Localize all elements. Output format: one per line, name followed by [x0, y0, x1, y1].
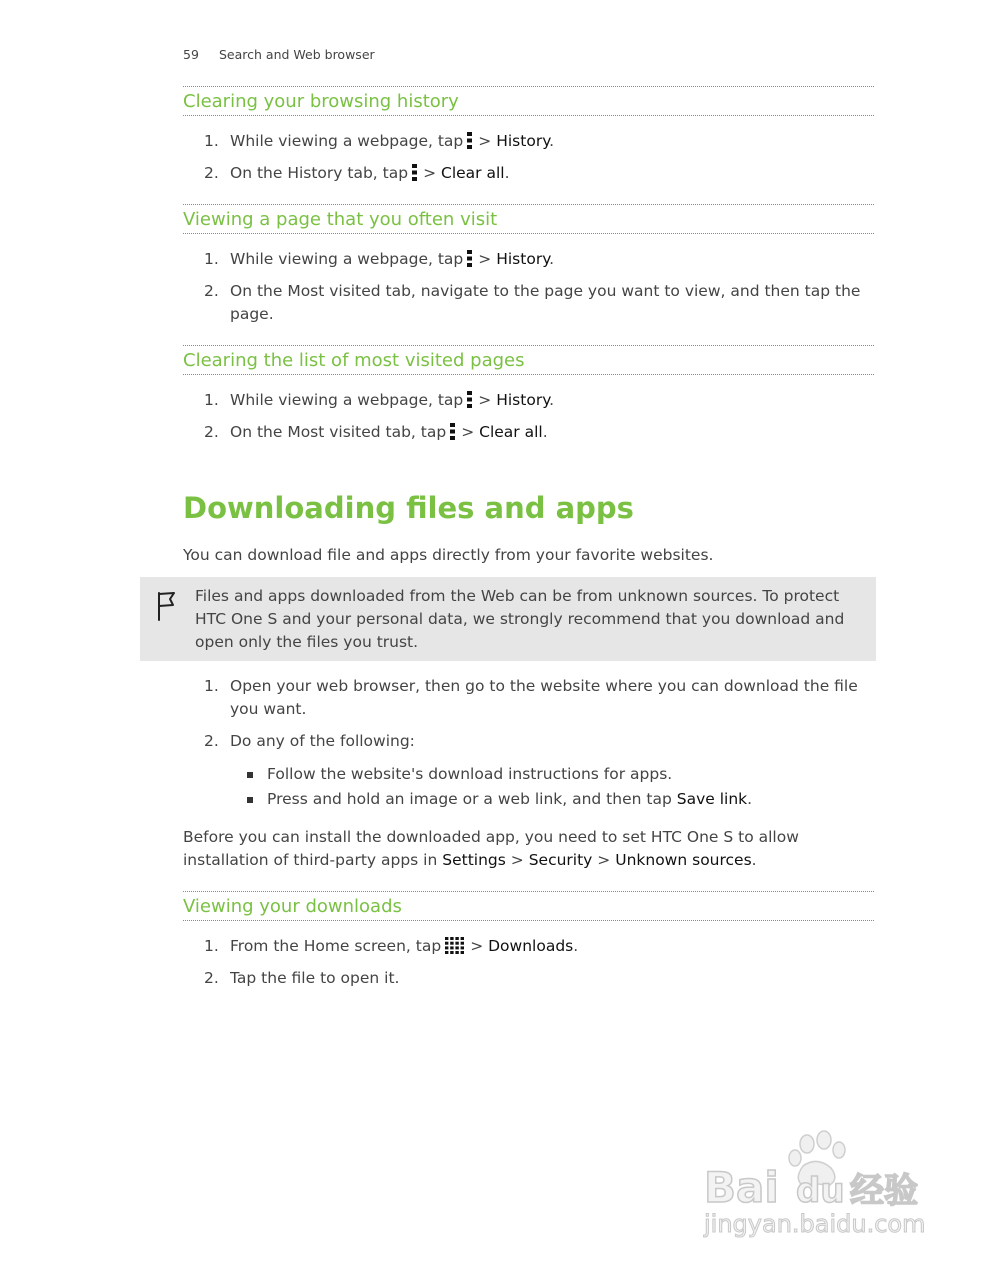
download-steps — [183, 675, 874, 812]
svg-text:经验: 经验 — [850, 1171, 918, 1211]
section-title: Clearing your browsing history — [183, 91, 459, 112]
list-item — [183, 421, 874, 444]
step-number: 2. — [204, 969, 219, 987]
step-text: On the History tab, tap — [230, 164, 409, 182]
steps-list — [183, 935, 874, 990]
ui-term: Downloads — [488, 937, 574, 955]
list-item — [183, 675, 874, 721]
separator: > — [597, 851, 611, 869]
all-apps-grid-icon — [445, 937, 464, 954]
list-item — [183, 162, 874, 185]
step-text: Tap the file to open it. — [230, 969, 400, 987]
baidu-watermark — [700, 1130, 940, 1240]
separator: > — [478, 250, 492, 268]
list-item — [183, 280, 874, 326]
steps-list — [183, 389, 874, 444]
list-item — [183, 762, 874, 787]
divider — [183, 374, 874, 375]
ui-term: Unknown sources — [615, 851, 752, 869]
ui-term: History — [496, 132, 550, 150]
step-number: 1. — [204, 677, 219, 695]
step-text: Do any of the following: — [230, 732, 415, 750]
step-number: 1. — [204, 132, 219, 150]
punct: . — [542, 423, 548, 441]
bullet-list — [183, 762, 874, 812]
svg-text:Bai: Bai — [704, 1163, 779, 1212]
list-item — [183, 248, 874, 271]
chapter-heading: Downloading files and apps — [183, 491, 634, 525]
list-item — [183, 389, 874, 412]
ui-term: History — [496, 250, 550, 268]
note-text: Files and apps downloaded from the Web can be from unknown sources. To protect HTC One S and your personal data, we strongly recommend that you download and open only the files you trust. — [195, 587, 845, 651]
list-item — [183, 935, 874, 958]
overflow-menu-icon — [412, 164, 417, 181]
divider — [183, 920, 874, 921]
section-viewing-downloads — [183, 891, 874, 990]
bullet-text: Press and hold an image or a web link, and then tap — [267, 790, 672, 808]
divider — [183, 115, 874, 116]
steps-list — [183, 248, 874, 326]
step-text: From the Home screen, tap — [230, 937, 442, 955]
separator: > — [423, 164, 437, 182]
section-often-visit — [183, 204, 874, 326]
divider — [183, 233, 874, 234]
page-header — [183, 47, 375, 62]
step-number: 2. — [204, 732, 219, 750]
ui-term: Clear all — [441, 164, 505, 182]
step-text: Open your web browser, then go to the website where you can download the file you want. — [230, 677, 858, 718]
punct: . — [549, 391, 555, 409]
header-section: Search and Web browser — [219, 47, 375, 62]
step-number: 1. — [204, 391, 219, 409]
step-text: While viewing a webpage, tap — [230, 132, 464, 150]
separator: > — [461, 423, 475, 441]
step-number: 2. — [204, 423, 219, 441]
section-clear-most-visited — [183, 345, 874, 444]
install-text: Before you can install the downloaded app, you need to set HTC One S to allow installation of third-party apps in — [183, 828, 799, 869]
ui-term: Security — [528, 851, 593, 869]
page-number: 59 — [183, 47, 199, 62]
list-item — [183, 967, 874, 990]
install-paragraph — [183, 826, 873, 872]
section-title: Viewing your downloads — [183, 896, 402, 917]
section-clearing-history — [183, 86, 874, 185]
step-number: 1. — [204, 250, 219, 268]
separator: > — [478, 132, 492, 150]
overflow-menu-icon — [467, 391, 472, 408]
step-number: 2. — [204, 164, 219, 182]
step-number: 2. — [204, 282, 219, 300]
steps-list — [183, 675, 874, 753]
bullet-icon — [247, 772, 253, 778]
overflow-menu-icon — [467, 250, 472, 267]
section-title: Viewing a page that you often visit — [183, 209, 498, 230]
list-item — [183, 730, 874, 753]
step-text: While viewing a webpage, tap — [230, 391, 464, 409]
separator: > — [510, 851, 524, 869]
step-text: On the Most visited tab, navigate to the page you want to view, and then tap the page. — [230, 282, 861, 323]
flag-icon — [155, 589, 177, 623]
list-item — [183, 787, 874, 812]
punct: . — [549, 250, 555, 268]
svg-text:du: du — [796, 1171, 845, 1211]
ui-term: Clear all — [479, 423, 543, 441]
intro-paragraph: You can download file and apps directly from your favorite websites. — [183, 546, 714, 564]
separator: > — [478, 391, 492, 409]
punct: . — [573, 937, 579, 955]
bullet-icon — [247, 797, 253, 803]
ui-term: History — [496, 391, 550, 409]
step-text: On the Most visited tab, tap — [230, 423, 447, 441]
ui-term: Settings — [442, 851, 506, 869]
list-item — [183, 130, 874, 153]
step-text: While viewing a webpage, tap — [230, 250, 464, 268]
section-title: Clearing the list of most visited pages — [183, 350, 525, 371]
step-number: 1. — [204, 937, 219, 955]
separator: > — [470, 937, 484, 955]
overflow-menu-icon — [467, 132, 472, 149]
steps-list — [183, 130, 874, 185]
svg-text:jingyan.baidu.com: jingyan.baidu.com — [704, 1210, 926, 1238]
ui-term: Save link — [676, 790, 748, 808]
overflow-menu-icon — [450, 423, 455, 440]
punct: . — [549, 132, 555, 150]
punct: . — [747, 790, 753, 808]
punct: . — [751, 851, 757, 869]
bullet-text: Follow the website's download instructions for apps. — [267, 765, 673, 783]
note-box — [140, 577, 876, 661]
punct: . — [504, 164, 510, 182]
